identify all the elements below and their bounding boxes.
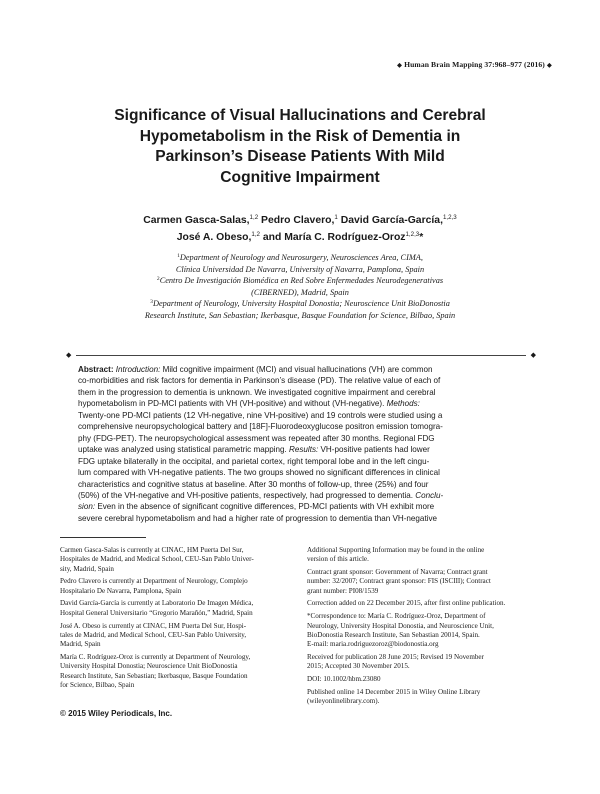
affiliation-number: 2: [156, 276, 160, 282]
affiliation-text: Centro De Investigación Biomédica en Red Sobre Enfermedades Neurodegenerativas: [159, 276, 444, 285]
note-line: María C. Rodríguez-Oroz is currently at Department of Neurology,: [60, 652, 251, 661]
abstract-text: phy (FDG-PET). The neuropsychological assessment was repeated after 30 months. Regional FDG: [78, 433, 435, 443]
note-line: Carmen Gasca-Salas is currently at CINAC, HM Puerta Del Sur,: [60, 546, 244, 554]
abstract-text: VH-positive patients had lower: [320, 445, 430, 455]
abstract: [78, 364, 524, 524]
abstract-text: lum compared with VH-negative patients. The two groups showed no significant differences in clinical: [78, 468, 440, 478]
abstract-text: (50%) of the VH-negative and VH-positive patients, respectively, had progressed to dementia.: [78, 490, 414, 500]
author-name: David García-García,: [340, 215, 443, 226]
diamond-icon: ◆: [546, 61, 552, 69]
note-line: for Science, Bilbao, Spain: [60, 680, 135, 689]
corresponding-author-mark: *: [419, 232, 424, 243]
note-line: José A. Obeso is currently at CINAC, HM Puerta Del Sur, Hospi-: [60, 621, 247, 630]
note-line: Research Institute, San Sebastian; Ikerbasque, Basque Foundation: [60, 671, 248, 680]
article-title: [60, 106, 540, 188]
note-line: Hospital General Universitario “Gregorio Marañón,” Madrid, Spain: [60, 608, 253, 617]
author-affiliation-mark: 1,2,3: [442, 214, 457, 221]
abstract-text: characteristics and cognitive status at baseline. After 30 months of follow-up, three (25%) and four: [78, 479, 429, 489]
note-line: Hospitales de Madrid, and Medical School, CEU-San Pablo Univer-: [60, 555, 254, 564]
author-note: [60, 622, 300, 650]
doi-note: [307, 675, 543, 684]
abstract-text: comprehensive neuropsychological battery and [18F]-Fluorodeoxyglucose positron emission tomogra-: [78, 422, 443, 432]
note-line: Neurology, University Hospital Donostia, and Neuroscience Unit,: [307, 621, 494, 630]
affiliation-text: Department of Neurology and Neurosurgery, Neurosciences Area, CIMA,: [179, 253, 423, 262]
author-note: [60, 577, 300, 596]
affiliation-number: 3: [150, 299, 153, 305]
author-affiliation-mark: 1,2: [249, 214, 259, 221]
supporting-info-note: [307, 546, 543, 565]
author-name: and María C. Rodríguez-Oroz: [262, 232, 406, 243]
note-line: version of this article.: [307, 555, 369, 564]
affiliation-text: (CIBERNED), Madrid, Spain: [251, 287, 349, 297]
title-line: Parkinson’s Disease Patients With Mild: [155, 148, 445, 165]
note-line: tales de Madrid, and Medical School, CEU-San Pablo University,: [60, 630, 247, 639]
author-note: [60, 599, 300, 618]
footnote-rule: [60, 537, 146, 538]
received-note: [307, 653, 543, 672]
journal-citation: Human Brain Mapping 37:968–977 (2016): [404, 60, 545, 69]
copyright-notice: © 2015 Wiley Periodicals, Inc.: [60, 709, 173, 718]
correction-note: [307, 599, 543, 608]
section-divider: [66, 351, 536, 359]
author-name: José A. Obeso,: [176, 232, 252, 243]
author-affiliation-mark: 1: [334, 214, 338, 221]
note-line: 2015; Accepted 30 November 2015.: [307, 662, 410, 671]
abstract-text: Twenty-one PD-MCI patients (12 VH-negative, nine VH-positive) and 19 controls were studied using a: [78, 410, 443, 420]
note-line: grant number: PI08/1539: [307, 586, 379, 595]
author-note: [60, 653, 300, 690]
author-note: [60, 546, 300, 574]
note-line: Hospitalario De Navarra, Pamplona, Spain: [60, 586, 182, 595]
intro-label: Introduction:: [115, 365, 161, 374]
correspondence-note: [307, 612, 543, 649]
author-name: Carmen Gasca-Salas,: [143, 215, 250, 226]
note-line: Pedro Clavero is currently at Department of Neurology, Complejo: [60, 577, 248, 586]
abstract-text: them in the progression to dementia is unknown. We investigated cognitive impairment and cerebral: [78, 387, 436, 397]
affiliations: [110, 252, 490, 321]
publication-notes-column: [307, 546, 543, 710]
abstract-text: co-morbidities and risk factors for dementia in Parkinson’s disease (PD). The relative value of each of: [78, 376, 441, 386]
title-line: Cognitive Impairment: [220, 168, 380, 186]
note-line: David García-García is currently at Laboratorio De Imagen Médica,: [60, 599, 254, 608]
abstract-text: Mild cognitive impairment (MCI) and visual hallucinations (VH) are common: [162, 365, 433, 374]
abstract-label: Abstract:: [78, 365, 114, 374]
author-name: Pedro Clavero,: [261, 215, 335, 226]
title-line: Hypometabolism in the Risk of Dementia in: [139, 127, 461, 145]
published-online-note: [307, 688, 543, 707]
affiliation-text: Department of Neurology, University Hospital Donostia; Neuroscience Unit BioDonostia: [152, 299, 450, 308]
diamond-icon: ◆: [66, 351, 72, 359]
abstract-text: uptake was analyzed using statistical parametric mapping.: [78, 445, 287, 455]
running-head: [397, 60, 552, 69]
note-line: *Correspondence to: María C. Rodríguez-Oroz, Department of: [307, 612, 486, 621]
note-line: Correction added on 22 December 2015, after first online publication.: [307, 599, 506, 608]
note-line: Received for publication 28 June 2015; Revised 19 November: [307, 652, 484, 661]
conclusion-label: Conclu-: [415, 490, 444, 500]
author-list: [60, 212, 540, 246]
diamond-icon: ◆: [396, 61, 403, 69]
note-line: University Hospital Donostia; Neuroscience Unit BioDonostia: [60, 662, 238, 671]
affiliation-text: Research Institute, San Sebastian; Ikerbasque, Basque Foundation for Science, Bilbao, Spain: [144, 310, 456, 320]
affiliation-text: Clínica Universidad De Navarra, University of Navarra, Pamplona, Spain: [175, 264, 425, 274]
note-line: BioDonostia Research Institute, San Sebastian 20014, Spain.: [307, 630, 480, 639]
author-affiliation-mark: 1,2: [251, 231, 260, 238]
divider-line: [76, 355, 526, 356]
abstract-text: Even in the absence of significant cognitive differences, PD-MCI patients with VH exhibit more: [97, 502, 435, 512]
note-line: sity, Madrid, Spain: [60, 564, 114, 573]
note-line: DOI: 10.1002/hbm.23080: [307, 675, 381, 684]
diamond-icon: ◆: [530, 351, 536, 359]
title-line: Significance of Visual Hallucinations and Cerebral: [114, 107, 486, 124]
note-line: Published online 14 December 2015 in Wiley Online Library: [307, 687, 481, 696]
affiliation-number: 1: [177, 253, 180, 259]
author-notes-column: [60, 546, 300, 694]
author-affiliation-mark: 1,2,3: [405, 231, 420, 238]
note-line: number: 32/2007; Contract grant sponsor: FIS (ISCIII); Contract: [307, 577, 491, 586]
note-line: Contract grant sponsor: Government of Navarra; Contract grant: [307, 568, 488, 577]
results-label: Results:: [289, 445, 319, 455]
abstract-text: hypometabolism in PD-MCI patients with VH (VH-positive) and without (VH-negative).: [78, 399, 385, 409]
methods-label: Methods:: [386, 399, 420, 409]
note-line: Madrid, Spain: [60, 640, 101, 649]
note-line: E-mail: maria.rodriguezoroz@biodonostia.org: [307, 640, 439, 649]
note-line: Additional Supporting Information may be found in the online: [307, 546, 485, 554]
abstract-text: severe cerebral hypometabolism and had a higher rate of progression to dementia than VH-negative: [78, 513, 438, 523]
note-line: (wileyonlinelibrary.com).: [307, 697, 380, 706]
grant-note: [307, 568, 543, 596]
conclusion-label: sion:: [78, 502, 96, 512]
abstract-text: FDG uptake bilaterally in the occipital, and parietal cortex, right temporal lobe and in the left cingu-: [78, 456, 430, 466]
